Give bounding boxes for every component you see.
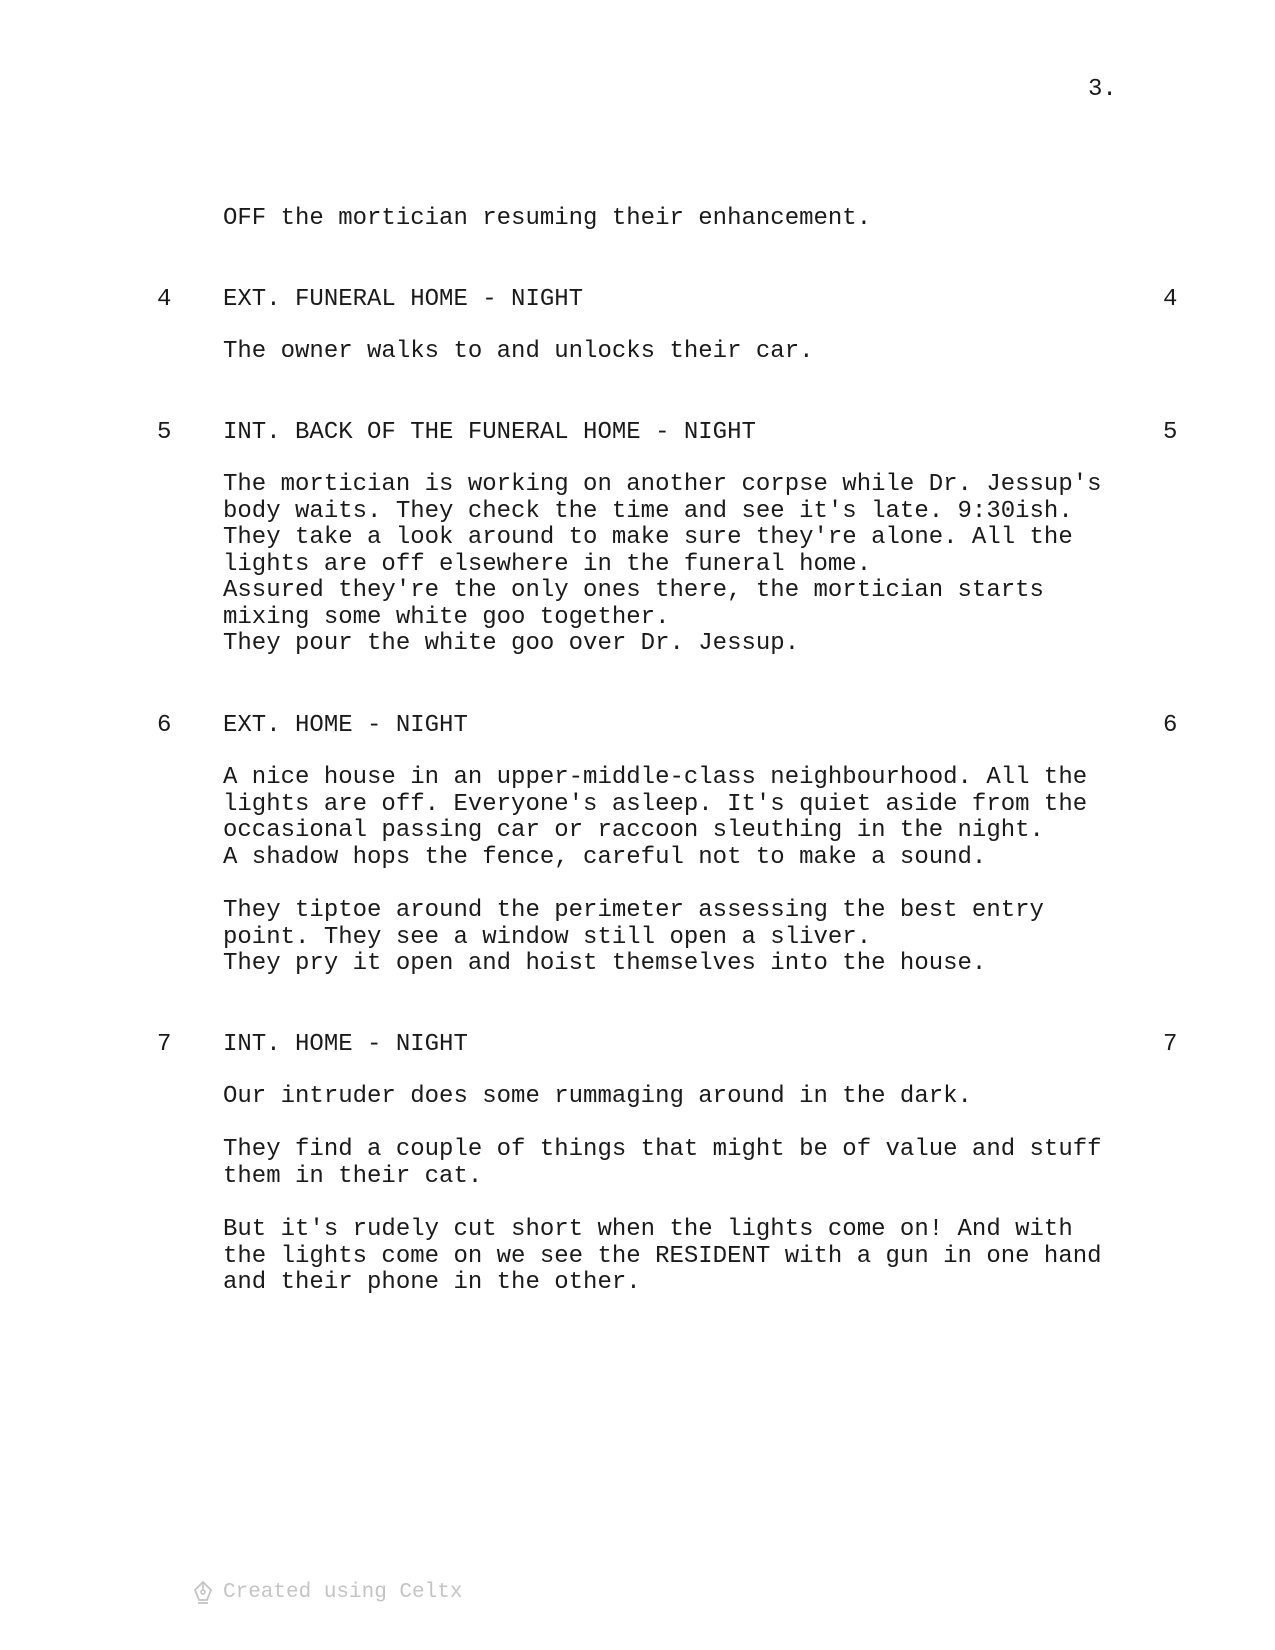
- scene-number-right: 5: [1163, 419, 1178, 446]
- page-number: 3.: [1088, 76, 1117, 103]
- scene-number-left: 4: [157, 286, 172, 313]
- action-line: They pour the white goo over Dr. Jessup.: [223, 630, 800, 657]
- scene-number-left: 7: [157, 1031, 172, 1058]
- action-line: They find a couple of things that might be of value and stuff them in their cat.: [223, 1136, 1102, 1190]
- action-line: Our intruder does some rummaging around in the dark.: [223, 1083, 972, 1110]
- scene-number-left: 5: [157, 419, 172, 446]
- scene-number-right: 7: [1163, 1031, 1178, 1058]
- scene-heading: EXT. HOME - NIGHT: [223, 712, 468, 739]
- footer-watermark: [192, 1580, 462, 1606]
- scene-heading: INT. HOME - NIGHT: [223, 1031, 468, 1058]
- intro-action: OFF the mortician resuming their enhancement.: [223, 205, 872, 232]
- action-line: A shadow hops the fence, careful not to make a sound.: [223, 844, 987, 871]
- action-line: Assured they're the only ones there, the mortician starts mixing some white goo together.: [223, 577, 1044, 631]
- scene-heading: INT. BACK OF THE FUNERAL HOME - NIGHT: [223, 419, 756, 446]
- action-line: The mortician is working on another corpse while Dr. Jessup's body waits. They check the time and see it's late. 9:30ish.: [223, 471, 1102, 525]
- scene-number-left: 6: [157, 712, 172, 739]
- scene-heading: EXT. FUNERAL HOME - NIGHT: [223, 286, 584, 313]
- footer-text: Created using Celtx: [223, 1581, 463, 1604]
- scene-number-right: 4: [1163, 286, 1178, 313]
- action-line: But it's rudely cut short when the lights come on! And with the lights come on we see the RESIDENT with a gun in one hand and their phone in the other.: [223, 1216, 1102, 1297]
- action-line: They tiptoe around the perimeter assessing the best entry point. They see a window still open a sliver.: [223, 897, 1044, 951]
- action-line: They take a look around to make sure they're alone. All the lights are off elsewhere in the funeral home.: [223, 524, 1073, 578]
- scene-number-right: 6: [1163, 712, 1178, 739]
- action-line: The owner walks to and unlocks their car.: [223, 338, 814, 365]
- pen-nib-icon: [192, 1580, 214, 1606]
- action-line: A nice house in an upper-middle-class neighbourhood. All the lights are off. Everyone's asleep. It's quiet aside from the occasional passing car or raccoon sleuthing in the night.: [223, 764, 1088, 845]
- action-line: They pry it open and hoist themselves into the house.: [223, 950, 987, 977]
